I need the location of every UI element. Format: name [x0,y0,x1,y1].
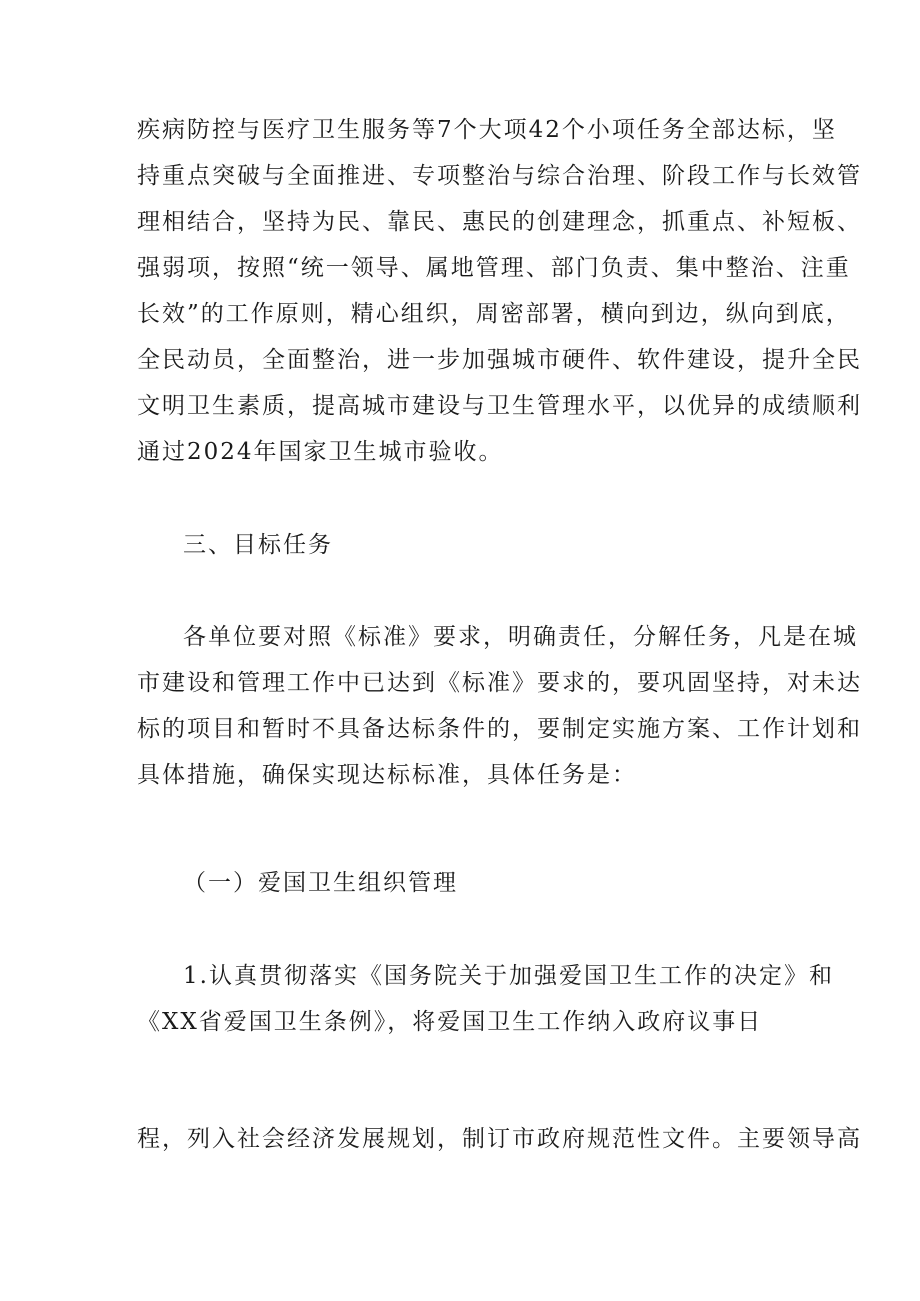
item1-continued-line-1: 程，列入社会经济发展规划，制订市政府规范性文件。主要领导高 [137,1126,862,1152]
paragraph2-line-3: 标的项目和暂时不具备达标条件的，要制定实施方案、工作计划和 [137,716,862,742]
item1-line-1: 1.认真贯彻落实《国务院关于加强爱国卫生工作的决定》和 [183,963,834,989]
paragraph1-line-7: 文明卫生素质，提高城市建设与卫生管理水平，以优异的成绩顺利 [137,393,862,419]
paragraph1-line-4: 强弱项，按照“统一领导、属地管理、部门负责、集中整治、注重 [137,255,851,281]
paragraph2-line-1: 各单位要对照《标准》要求，明确责任，分解任务，凡是在城 [183,624,858,650]
item1-line-2: 《XX省爱国卫生条例》，将爱国卫生工作纳入政府议事日 [137,1009,763,1035]
paragraph1-line-6: 全民动员，全面整治，进一步加强城市硬件、软件建设，提升全民 [137,347,862,373]
paragraph1-line-8: 通过2024年国家卫生城市验收。 [137,439,504,465]
paragraph1-line-3: 理相结合，坚持为民、靠民、惠民的创建理念，抓重点、补短板、 [137,209,862,235]
paragraph1-line-1: 疾病防控与医疗卫生服务等7个大项42个小项任务全部达标，坚 [137,117,837,143]
paragraph2-line-4: 具体措施，确保实现达标标准，具体任务是： [137,762,637,788]
paragraph2-line-2: 市建设和管理工作中已达到《标准》要求的，要巩固坚持，对未达 [137,670,862,696]
section-heading: 三、目标任务 [183,532,333,558]
subsection-heading: （一）爱国卫生组织管理 [183,870,458,896]
paragraph1-line-2: 持重点突破与全面推进、专项整治与综合治理、阶段工作与长效管 [137,163,862,189]
paragraph1-line-5: 长效”的工作原则，精心组织，周密部署，横向到边，纵向到底， [137,301,851,327]
